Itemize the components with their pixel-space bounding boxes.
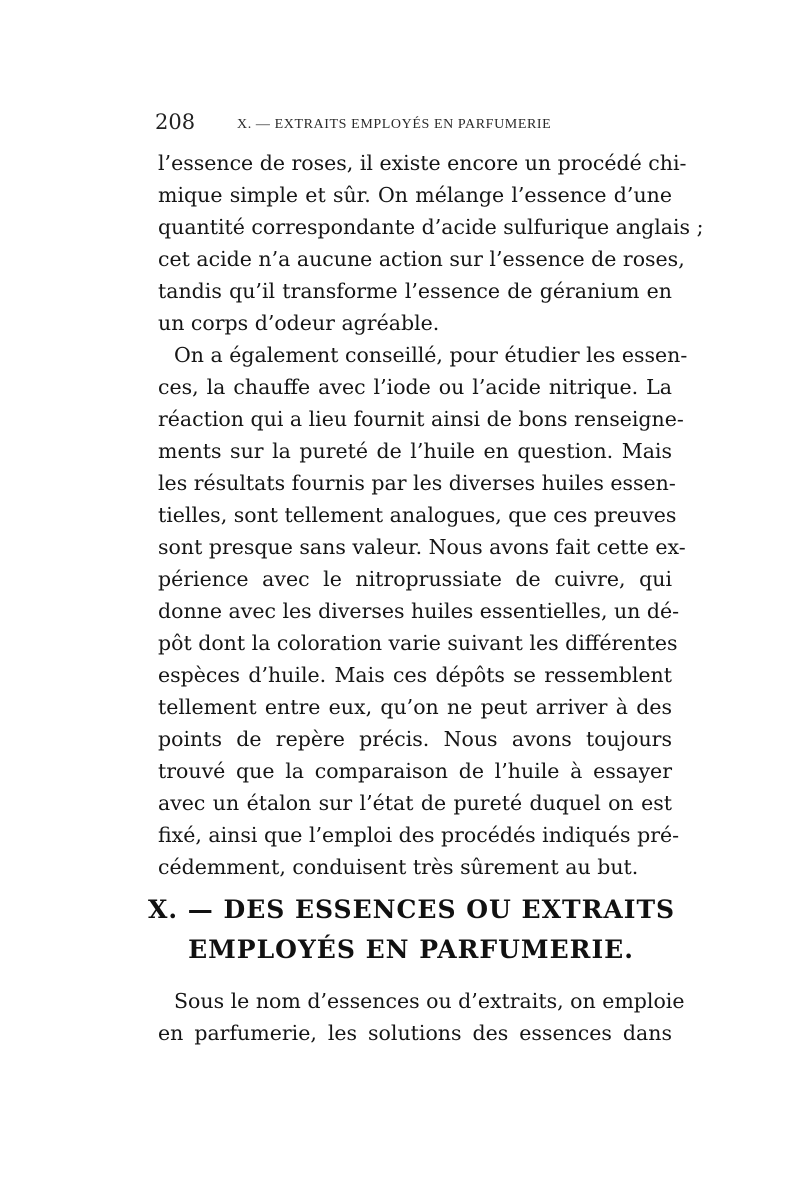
section-heading-line-1: X. — DES ESSENCES OU EXTRAITS [148, 895, 676, 924]
text-line: espèces d’huile. Mais ces dépôts se ressemblent [158, 663, 672, 687]
text-line: tellement entre eux, qu’on ne peut arriver à des [158, 695, 672, 719]
text-line: ces, la chauffe avec l’iode ou l’acide nitrique. La [158, 375, 672, 399]
section-heading-line-2: EMPLOYÉS EN PARFUMERIE. [188, 935, 634, 964]
text-line: mique simple et sûr. On mélange l’essence d’une [158, 183, 672, 207]
text-line: tandis qu’il transforme l’essence de géranium en [158, 279, 672, 303]
text-line: trouvé que la comparaison de l’huile à essayer [158, 759, 672, 783]
text-line: un corps d’odeur agréable. [158, 311, 440, 335]
text-line: avec un étalon sur l’état de pureté duquel on est [158, 791, 672, 815]
page-number: 208 [155, 110, 196, 134]
text-line: On a également conseillé, pour étudier les essen- [174, 343, 688, 367]
text-line: fixé, ainsi que l’emploi des procédés indiqués pré- [158, 823, 680, 847]
text-line: réaction qui a lieu fournit ainsi de bons renseigne- [158, 407, 684, 431]
text-line: cédemment, conduisent très sûrement au but. [158, 855, 639, 879]
running-title: X. — EXTRAITS EMPLOYÉS EN PARFUMERIE [237, 117, 552, 132]
text-line: cet acide n’a aucune action sur l’essence de roses, [158, 247, 685, 271]
text-line: périence avec le nitroprussiate de cuivre, qui [158, 567, 672, 591]
text-line: tielles, sont tellement analogues, que ces preuves [158, 503, 677, 527]
text-line: l’essence de roses, il existe encore un procédé chi- [158, 151, 687, 175]
text-line: Sous le nom d’essences ou d’extraits, on emploie [174, 989, 685, 1013]
text-line: points de repère précis. Nous avons toujours [158, 727, 672, 751]
running-header [155, 110, 675, 140]
text-line: pôt dont la coloration varie suivant les différentes [158, 631, 678, 655]
text-line: ments sur la pureté de l’huile en question. Mais [158, 439, 672, 463]
text-line: sont presque sans valeur. Nous avons fait cette ex- [158, 535, 686, 559]
text-line: les résultats fournis par les diverses huiles essen- [158, 471, 676, 495]
text-line: en parfumerie, les solutions des essences dans [158, 1021, 672, 1045]
text-line: quantité correspondante d’acide sulfurique anglais ; [158, 215, 704, 239]
text-line: donne avec les diverses huiles essentielles, un dé- [158, 599, 680, 623]
